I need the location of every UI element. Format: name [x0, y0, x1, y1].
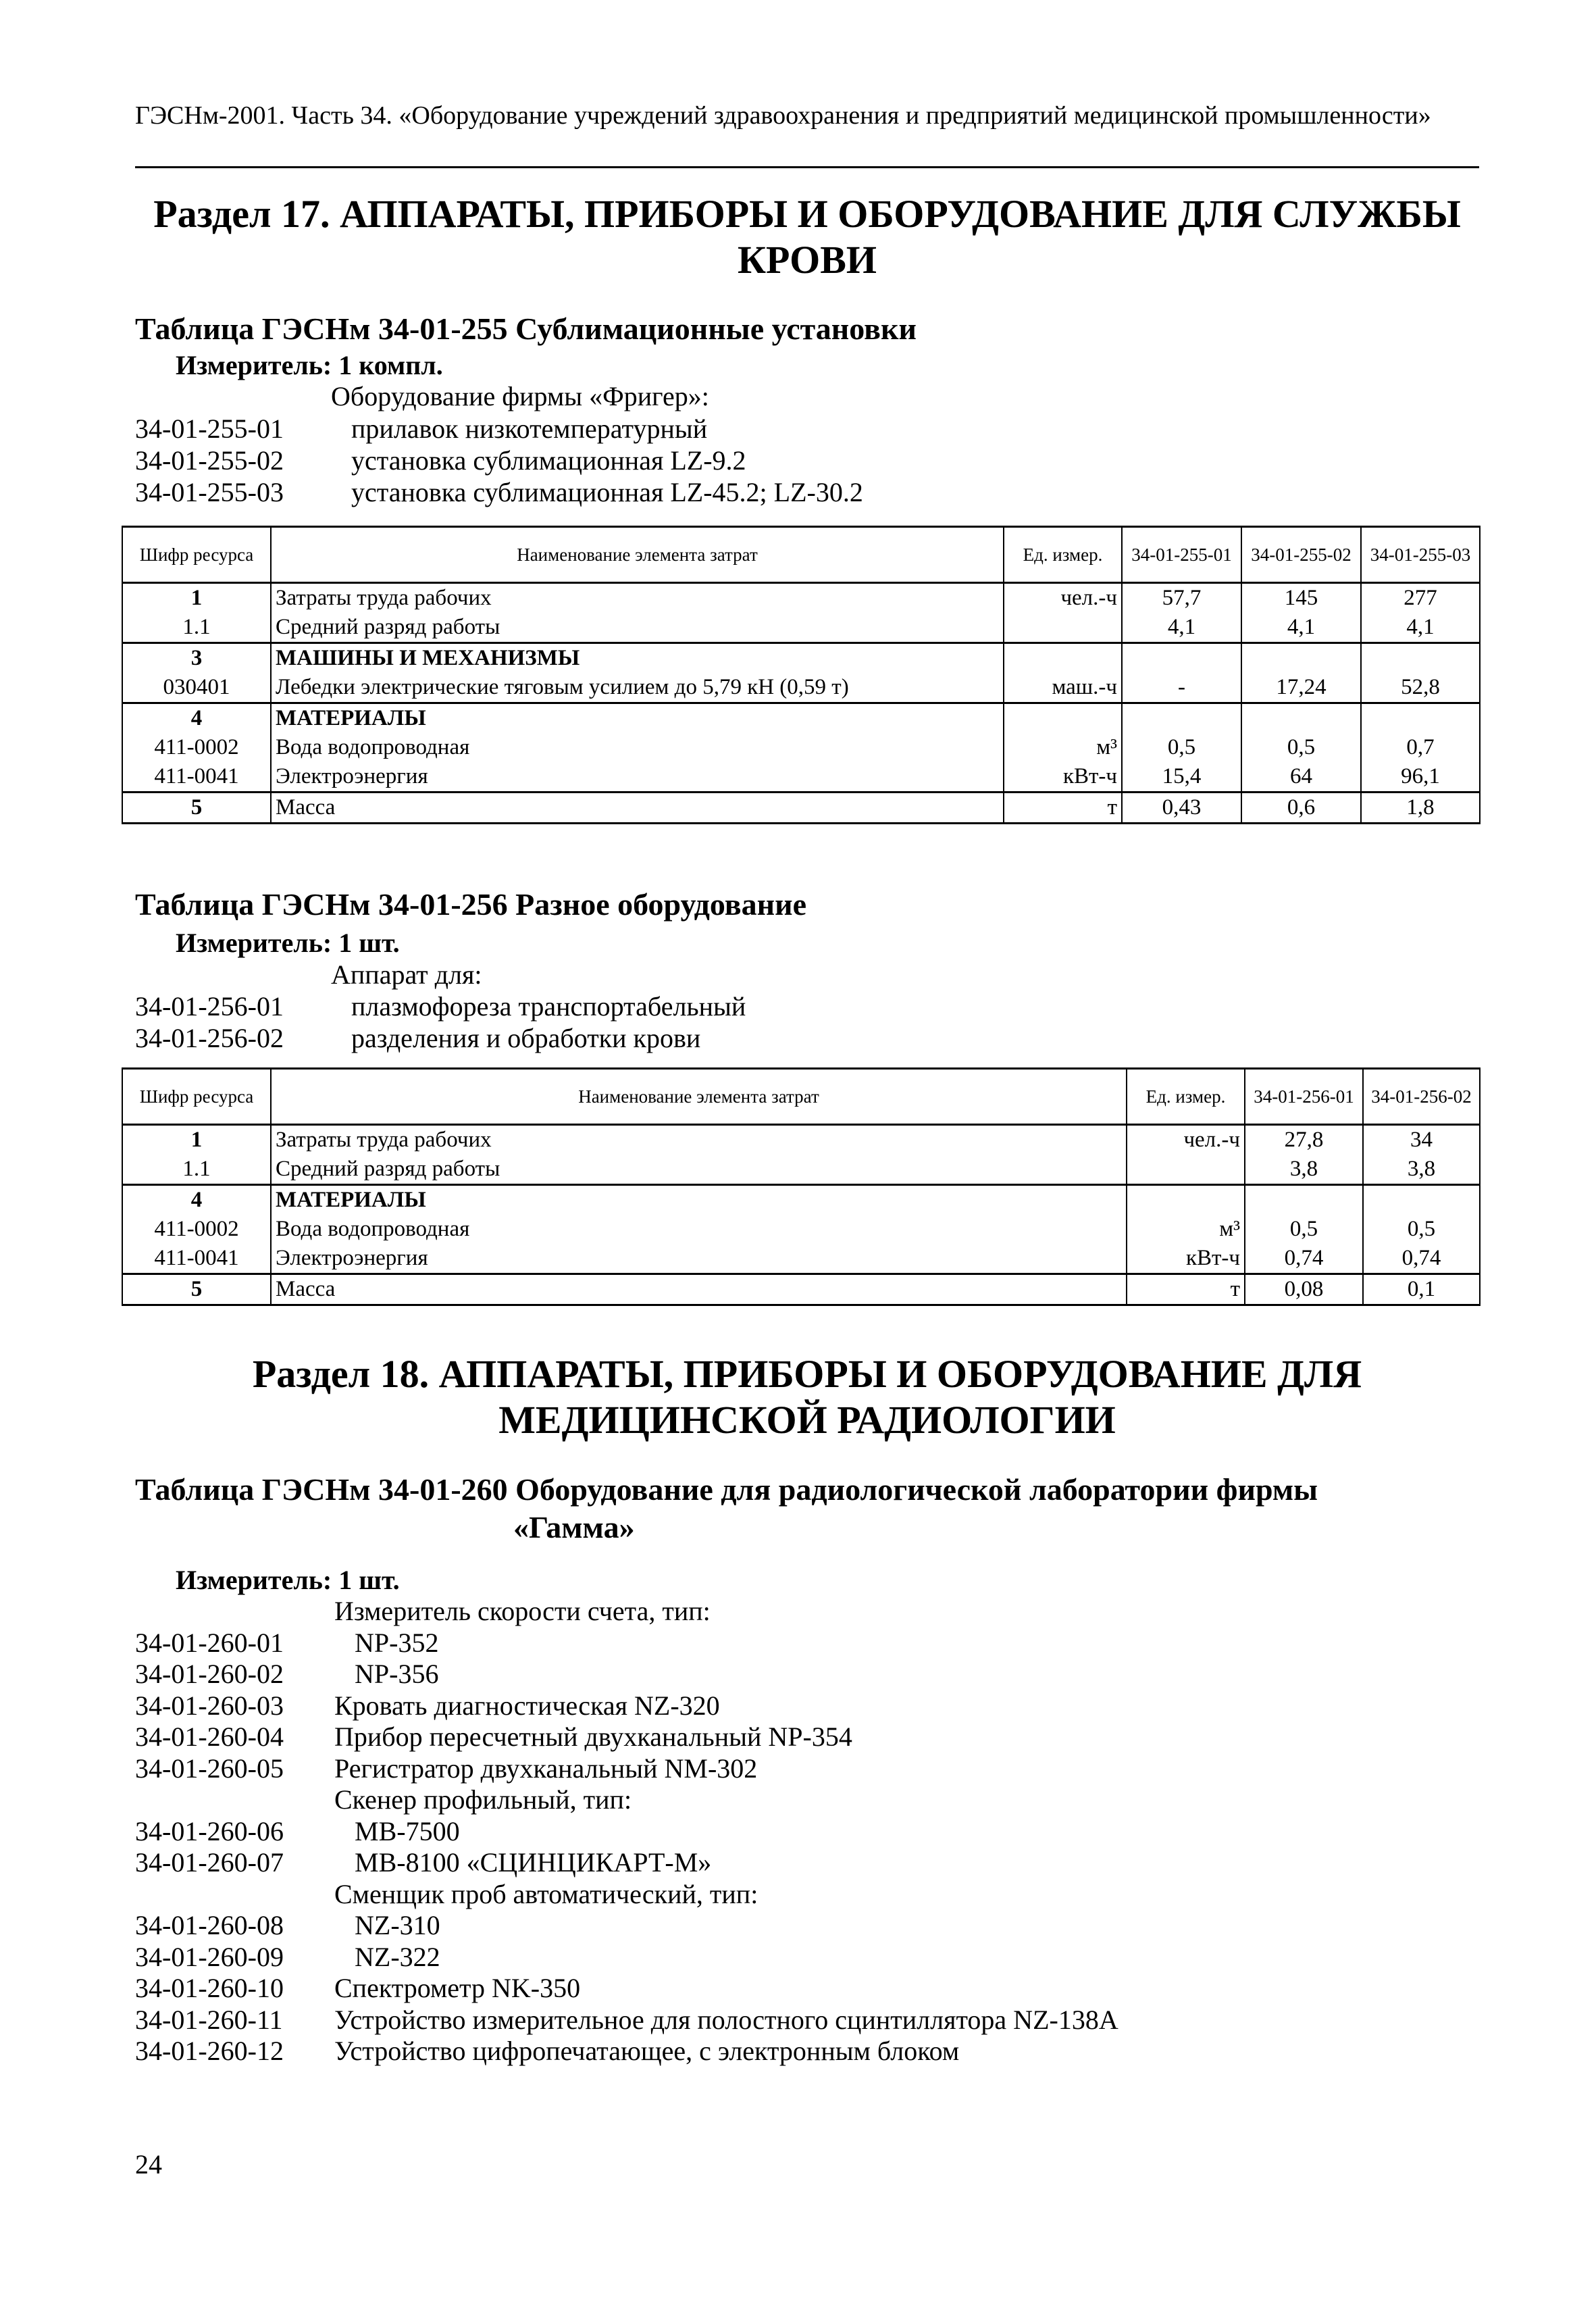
value-column-header-1: 34-01-255-01 — [1122, 527, 1241, 583]
item-code: 34-01-260-10 — [135, 1973, 284, 2003]
table-row — [122, 643, 1480, 674]
value-column-header-1: 34-01-256-01 — [1245, 1069, 1363, 1125]
value-cell — [1122, 703, 1241, 734]
item-description: NP-356 — [355, 1659, 439, 1689]
item-code: 34-01-255-02 — [135, 445, 284, 476]
unit-cell: м³ — [1004, 733, 1122, 762]
item-line — [0, 445, 1596, 477]
item-line — [0, 2036, 1596, 2067]
value-cell: - — [1122, 673, 1241, 703]
resource-code: 1.1 — [122, 613, 271, 643]
item-code: 34-01-260-08 — [135, 1910, 284, 1940]
resource-code: 4 — [122, 703, 271, 734]
unit-cell — [1127, 1185, 1245, 1215]
cost-element-name: МАШИНЫ И МЕХАНИЗМЫ — [271, 643, 1004, 674]
unit-cell: чел.-ч — [1127, 1125, 1245, 1155]
item-line — [0, 1659, 1596, 1690]
table-255-group-label: Оборудование фирмы «Фригер»: — [331, 381, 709, 411]
value-column-header-2: 34-01-255-02 — [1241, 527, 1361, 583]
item-line — [0, 1879, 1596, 1911]
cost-element-name: Средний разряд работы — [271, 613, 1004, 643]
table-row — [122, 673, 1480, 703]
table-row — [122, 1125, 1480, 1155]
value-cell — [1361, 703, 1480, 734]
table-256-group-label: Аппарат для: — [331, 959, 482, 990]
item-code: 34-01-255-01 — [135, 413, 284, 444]
item-description: установка сублимационная LZ-45.2; LZ-30.2 — [351, 477, 863, 507]
table-row — [122, 793, 1480, 824]
table-header-row — [122, 1069, 1480, 1125]
unit-cell — [1004, 703, 1122, 734]
value-cell: 145 — [1241, 583, 1361, 613]
resource-code: 030401 — [122, 673, 271, 703]
item-description: NZ-310 — [355, 1910, 440, 1940]
value-cell — [1363, 1185, 1480, 1215]
cost-element-name: Масса — [271, 793, 1004, 824]
item-line — [0, 1721, 1596, 1753]
item-description: Спектрометр NK-350 — [334, 1973, 581, 2003]
unit-column-header: Ед. измер. — [1127, 1069, 1245, 1125]
resource-code: 1 — [122, 583, 271, 613]
table-260-title-line2: «Гамма» — [513, 1510, 635, 1544]
unit-cell — [1004, 613, 1122, 643]
item-description: Сменщик проб автоматический, тип: — [334, 1878, 758, 1909]
item-description: плазмофореза транспортабельный — [351, 991, 746, 1022]
table-256-measure: Измеритель: 1 шт. — [176, 928, 400, 958]
cost-element-name: Вода водопроводная — [271, 1215, 1127, 1244]
value-cell: 0,5 — [1363, 1215, 1480, 1244]
unit-column-header: Ед. измер. — [1004, 527, 1122, 583]
value-cell: 27,8 — [1245, 1125, 1363, 1155]
value-cell: 0,6 — [1241, 793, 1361, 824]
value-cell: 57,7 — [1122, 583, 1241, 613]
resource-code: 411-0041 — [122, 1244, 271, 1274]
item-description: Кровать диагностическая NZ-320 — [334, 1690, 720, 1721]
cost-element-name: Вода водопроводная — [271, 733, 1004, 762]
section-17-title-line2: КРОВИ — [737, 238, 877, 282]
unit-cell — [1127, 1155, 1245, 1185]
cost-element-name: МАТЕРИАЛЫ — [271, 1185, 1127, 1215]
resource-code: 5 — [122, 793, 271, 824]
value-column-header-2: 34-01-256-02 — [1363, 1069, 1480, 1125]
cost-element-name: Средний разряд работы — [271, 1155, 1127, 1185]
value-cell: 34 — [1363, 1125, 1480, 1155]
value-cell: 0,74 — [1245, 1244, 1363, 1274]
item-line — [0, 1784, 1596, 1816]
item-line — [0, 1628, 1596, 1659]
item-line — [0, 1942, 1596, 1973]
item-code: 34-01-256-02 — [135, 1023, 284, 1053]
value-cell: 4,1 — [1361, 613, 1480, 643]
resource-code: 411-0002 — [122, 1215, 271, 1244]
item-description: MB-7500 — [355, 1815, 460, 1846]
item-description: Скенер профильный, тип: — [334, 1784, 632, 1815]
item-code: 34-01-260-09 — [135, 1941, 284, 1972]
table-header-row — [122, 527, 1480, 583]
value-cell — [1245, 1185, 1363, 1215]
section-18-title-line2: МЕДИЦИНСКОЙ РАДИОЛОГИИ — [498, 1398, 1116, 1442]
resource-code: 1.1 — [122, 1155, 271, 1185]
table-row — [122, 1155, 1480, 1185]
item-description: прилавок низкотемпературный — [351, 413, 708, 444]
value-cell: 0,74 — [1363, 1244, 1480, 1274]
item-description: Прибор пересчетный двухканальный NP-354 — [334, 1721, 852, 1752]
item-code: 34-01-260-12 — [135, 2036, 284, 2066]
item-description: MB-8100 «СЦИНЦИКАРТ-М» — [355, 1847, 712, 1878]
item-code: 34-01-260-01 — [135, 1627, 284, 1658]
item-line — [0, 477, 1596, 509]
value-cell: 0,43 — [1122, 793, 1241, 824]
table-row — [122, 1244, 1480, 1274]
item-line — [0, 2005, 1596, 2036]
value-cell: 3,8 — [1245, 1155, 1363, 1185]
item-line — [0, 991, 1596, 1023]
table-256-title: Таблица ГЭСНм 34-01-256 Разное оборудование — [135, 887, 807, 922]
unit-cell: т — [1127, 1274, 1245, 1305]
item-description: Устройство цифропечатающее, с электронным блоком — [334, 2036, 960, 2066]
item-line — [0, 413, 1596, 445]
value-cell: 4,1 — [1122, 613, 1241, 643]
unit-cell: кВт-ч — [1004, 762, 1122, 793]
unit-cell: маш.-ч — [1004, 673, 1122, 703]
resource-code: 411-0002 — [122, 733, 271, 762]
value-cell: 15,4 — [1122, 762, 1241, 793]
item-description: NP-352 — [355, 1627, 439, 1658]
name-column-header: Наименование элемента затрат — [271, 1069, 1127, 1125]
value-cell — [1241, 643, 1361, 674]
section-18-title-line1: Раздел 18. АППАРАТЫ, ПРИБОРЫ И ОБОРУДОВАНИЕ ДЛЯ — [252, 1352, 1362, 1396]
value-cell: 0,08 — [1245, 1274, 1363, 1305]
resource-code: 1 — [122, 1125, 271, 1155]
name-column-header: Наименование элемента затрат — [271, 527, 1004, 583]
item-description: Устройство измерительное для полостного сцинтиллятора NZ-138A — [334, 2004, 1118, 2035]
item-code: 34-01-260-02 — [135, 1659, 284, 1689]
value-cell — [1241, 703, 1361, 734]
unit-cell: чел.-ч — [1004, 583, 1122, 613]
resource-code: 4 — [122, 1185, 271, 1215]
unit-cell: т — [1004, 793, 1122, 824]
item-code: 34-01-260-11 — [135, 2004, 283, 2035]
table-260-title-line1: Таблица ГЭСНм 34-01-260 Оборудование для радиологической лаборатории фирмы — [135, 1472, 1318, 1507]
value-cell: 4,1 — [1241, 613, 1361, 643]
table-255-measure: Измеритель: 1 компл. — [176, 350, 443, 380]
item-code: 34-01-260-03 — [135, 1690, 284, 1721]
item-description: установка сублимационная LZ-9.2 — [351, 445, 746, 476]
item-line — [0, 1973, 1596, 2005]
item-code: 34-01-256-01 — [135, 991, 284, 1022]
table-255-title: Таблица ГЭСНм 34-01-255 Сублимационные установки — [135, 311, 917, 346]
code-column-header: Шифр ресурса — [122, 1069, 271, 1125]
value-cell: 64 — [1241, 762, 1361, 793]
value-cell: 96,1 — [1361, 762, 1480, 793]
item-code: 34-01-260-05 — [135, 1753, 284, 1784]
value-cell — [1361, 643, 1480, 674]
unit-cell — [1004, 643, 1122, 674]
value-cell: 52,8 — [1361, 673, 1480, 703]
item-description: Регистратор двухканальный NM-302 — [334, 1753, 758, 1784]
table-row — [122, 1215, 1480, 1244]
value-cell: 0,5 — [1122, 733, 1241, 762]
unit-cell: кВт-ч — [1127, 1244, 1245, 1274]
value-cell — [1122, 643, 1241, 674]
table-260-measure: Измеритель: 1 шт. — [176, 1565, 400, 1595]
table-row — [122, 733, 1480, 762]
value-cell: 277 — [1361, 583, 1480, 613]
value-column-header-3: 34-01-255-03 — [1361, 527, 1480, 583]
table-row — [122, 762, 1480, 793]
cost-element-name: Электроэнергия — [271, 1244, 1127, 1274]
cost-element-name: Лебедки электрические тяговым усилием до 5,79 кН (0,59 т) — [271, 673, 1004, 703]
item-line — [0, 1816, 1596, 1848]
item-line — [0, 1753, 1596, 1785]
table-row — [122, 613, 1480, 643]
value-cell: 0,1 — [1363, 1274, 1480, 1305]
unit-cell: м³ — [1127, 1215, 1245, 1244]
value-cell: 17,24 — [1241, 673, 1361, 703]
item-description: Измеритель скорости счета, тип: — [334, 1596, 711, 1626]
table-row — [122, 1274, 1480, 1305]
item-description: NZ-322 — [355, 1941, 440, 1972]
code-column-header: Шифр ресурса — [122, 527, 271, 583]
value-cell: 0,5 — [1241, 733, 1361, 762]
cost-element-name: Масса — [271, 1274, 1127, 1305]
item-code: 34-01-260-04 — [135, 1721, 284, 1752]
resource-code: 5 — [122, 1274, 271, 1305]
cost-element-name: Затраты труда рабочих — [271, 583, 1004, 613]
table-row — [122, 703, 1480, 734]
item-line — [0, 1690, 1596, 1722]
item-line — [0, 1023, 1596, 1055]
item-code: 34-01-260-07 — [135, 1847, 284, 1878]
item-description: разделения и обработки крови — [351, 1023, 701, 1053]
value-cell: 1,8 — [1361, 793, 1480, 824]
resource-code: 3 — [122, 643, 271, 674]
item-code: 34-01-260-06 — [135, 1815, 284, 1846]
cost-element-name: МАТЕРИАЛЫ — [271, 703, 1004, 734]
table-255 — [122, 526, 1481, 824]
item-line — [0, 1910, 1596, 1942]
item-line — [0, 1847, 1596, 1879]
page-header: ГЭСНм-2001. Часть 34. «Оборудование учреждений здравоохранения и предприятий медицинской промышленности» — [135, 101, 1431, 130]
item-line — [0, 1596, 1596, 1628]
page-number: 24 — [135, 2149, 162, 2180]
table-row — [122, 1185, 1480, 1215]
section-17-title-line1: Раздел 17. АППАРАТЫ, ПРИБОРЫ И ОБОРУДОВАНИЕ ДЛЯ СЛУЖБЫ — [153, 192, 1461, 236]
table-256 — [122, 1067, 1481, 1306]
value-cell: 0,5 — [1245, 1215, 1363, 1244]
cost-element-name: Затраты труда рабочих — [271, 1125, 1127, 1155]
header-rule — [135, 166, 1479, 168]
table-row — [122, 583, 1480, 613]
resource-code: 411-0041 — [122, 762, 271, 793]
item-code: 34-01-255-03 — [135, 477, 284, 507]
value-cell: 0,7 — [1361, 733, 1480, 762]
value-cell: 3,8 — [1363, 1155, 1480, 1185]
cost-element-name: Электроэнергия — [271, 762, 1004, 793]
